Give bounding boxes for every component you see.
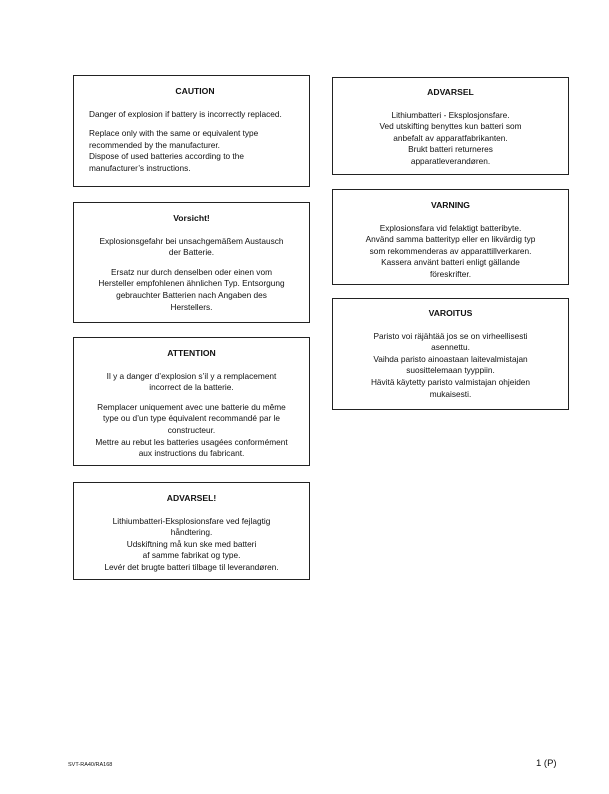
- attention-line: type ou d’un type équivalent recommandé par le: [102, 413, 281, 424]
- varoitus-line: Vaihda paristo ainoastaan laitevalmistajan: [373, 353, 528, 364]
- advarsel-no-line: anbefalt av apparatfabrikanten.: [393, 132, 508, 143]
- varoitus-line: suosittelemaan tyyppiin.: [406, 365, 495, 376]
- caution-box-french: [73, 337, 310, 466]
- varoitus-line: mukaisesti.: [429, 388, 472, 399]
- caution-line: recommended by the manufacturer.: [89, 139, 220, 150]
- varoitus-line: Paristo voi räjähtää jos se on virheellisesti: [373, 330, 528, 341]
- advarsel-no-line: Ved utskifting benyttes kun batteri som: [379, 121, 522, 132]
- caution-box-danish: [73, 482, 310, 580]
- vorsicht-line: der Batterie.: [168, 247, 215, 258]
- attention-line: Remplacer uniquement avec une batterie du même: [97, 401, 286, 412]
- attention-title: ATTENTION: [167, 348, 216, 358]
- caution-title: CAUTION: [175, 86, 215, 96]
- page-number: 1 (P): [536, 758, 557, 769]
- caution-box-finnish: [332, 298, 569, 410]
- caution-box-swedish: [332, 189, 569, 285]
- varoitus-line: asennettu.: [431, 342, 470, 353]
- vorsicht-title: Vorsicht!: [173, 213, 210, 223]
- model-number: SVT-RA40/RA168: [68, 762, 113, 768]
- advarsel-dk-line: håndtering.: [170, 527, 213, 538]
- caution-line: Danger of explosion if battery is incorrectly replaced.: [89, 108, 282, 119]
- caution-line: Dispose of used batteries according to the: [89, 151, 244, 162]
- caution-line: manufacturer’s instructions.: [89, 162, 191, 173]
- vorsicht-line: Explosionsgefahr bei unsachgemäßem Austausch: [99, 235, 284, 246]
- varning-line: Kassera använt batteri enligt gällande: [381, 257, 520, 268]
- advarsel-dk-line: Udskiftning må kun ske med batteri: [126, 538, 257, 549]
- vorsicht-line: Herstellers.: [170, 301, 213, 312]
- attention-line: Il y a danger d’explosion s’il y a remplacement: [106, 370, 277, 381]
- advarsel-dk-line: af samme fabrikat og type.: [142, 550, 241, 561]
- advarsel-no-line: apparatleverandøren.: [410, 155, 491, 166]
- varning-line: Använd samma batterityp eller en likvärdig typ: [365, 234, 536, 245]
- advarsel-no-title: ADVARSEL: [427, 87, 474, 97]
- attention-line: Mettre au rebut les batteries usagées conformément: [95, 436, 288, 447]
- advarsel-dk-line: Lithiumbatteri-Eksplosionsfare ved fejlagtig: [112, 515, 271, 526]
- advarsel-no-line: Lithiumbatteri - Eksplosjonsfare.: [391, 109, 510, 120]
- varning-line: Explosionsfara vid felaktigt batteribyte.: [379, 222, 522, 233]
- vorsicht-line: gebrauchter Batterien nach Angaben des: [116, 289, 267, 300]
- caution-box-norwegian: [332, 77, 569, 175]
- attention-line: aux instructions du fabricant.: [138, 448, 245, 459]
- varoitus-title: VAROITUS: [428, 308, 473, 318]
- varning-title: VARNING: [431, 200, 470, 210]
- attention-line: incorrect de la batterie.: [149, 382, 234, 393]
- advarsel-dk-title: ADVARSEL!: [166, 493, 217, 503]
- attention-line: constructeur.: [167, 424, 216, 435]
- caution-box-english: [73, 75, 310, 187]
- caution-box-german: [73, 202, 310, 323]
- advarsel-dk-line: Levér det brugte batteri tilbage til leverandøren.: [104, 561, 279, 572]
- varning-line: föreskrifter.: [429, 268, 472, 279]
- vorsicht-line: Hersteller empfohlenen ähnlichen Typ. Entsorgung: [98, 278, 285, 289]
- varoitus-line: Hävitä käytetty paristo valmistajan ohjeiden: [370, 376, 531, 387]
- advarsel-no-line: Brukt batteri returneres: [408, 144, 493, 155]
- varning-line: som rekommenderas av apparattillverkaren.: [369, 245, 532, 256]
- caution-line: Replace only with the same or equivalent type: [89, 128, 259, 139]
- vorsicht-line: Ersatz nur durch denselben oder einen vom: [111, 266, 272, 277]
